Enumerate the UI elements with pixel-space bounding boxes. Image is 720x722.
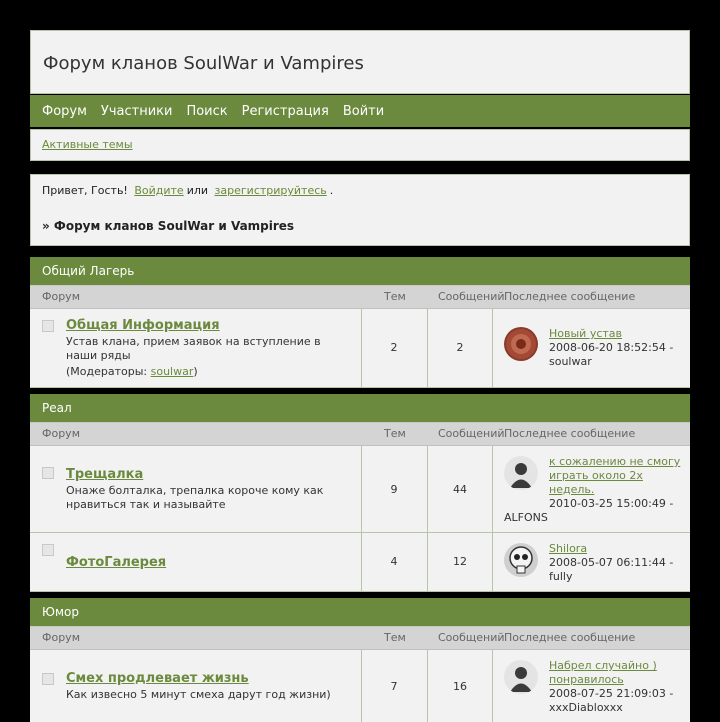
avatar [504, 543, 538, 577]
moderator-link[interactable]: soulwar [150, 365, 194, 378]
site-title: Форум кланов SoulWar и Vampires [43, 53, 364, 74]
forum-row [30, 446, 690, 533]
user-silhouette-icon [504, 456, 538, 490]
forum-moderators [66, 365, 198, 378]
forum-name[interactable]: Трещалка [66, 467, 144, 482]
avatar [504, 327, 538, 361]
user-silhouette-icon [504, 660, 538, 694]
last-post-link[interactable]: Shilora [549, 542, 588, 555]
greeting-text: Привет, Гость! [42, 184, 128, 197]
last-post-link[interactable]: Новый устав [549, 327, 623, 340]
main-nav [30, 95, 690, 127]
avatar [504, 456, 538, 490]
avatar [504, 660, 538, 694]
active-topics-link[interactable]: Активные темы [42, 138, 133, 151]
site-header [30, 30, 690, 94]
greeting-line [42, 184, 333, 197]
sub-nav [30, 129, 690, 161]
or-text: или [186, 184, 209, 197]
login-link[interactable]: Войдите [134, 184, 184, 197]
col-posts: Сообщений [438, 427, 505, 440]
mods-prefix: (Модераторы: [66, 365, 151, 378]
col-topics: Тем [384, 631, 406, 644]
forum-row [30, 309, 690, 388]
topics-count: 4 [390, 555, 398, 568]
category-title: Общий Лагерь [30, 257, 690, 285]
forum-name[interactable]: Общая Информация [66, 318, 220, 333]
forum-description: Устав клана, прием заявок на вступление в наши ряды [66, 335, 321, 362]
posts-count: 44 [453, 483, 467, 496]
last-post-date: 2008-06-20 18:52:54 - [549, 341, 674, 354]
nav-members[interactable]: Участники [100, 103, 173, 119]
welcome-box [30, 174, 690, 246]
category-block [30, 257, 690, 388]
period-text: . [329, 184, 334, 197]
category-title: Юмор [30, 598, 690, 626]
last-post-info [549, 327, 685, 369]
skull-avatar-icon [504, 543, 538, 577]
last-post-link[interactable]: Набрел случайно ) понравилось [549, 659, 657, 686]
last-post-info [549, 455, 685, 511]
last-post-author: fully [549, 570, 573, 583]
forum-status-icon [42, 320, 54, 332]
col-topics: Тем [384, 290, 406, 303]
category-block [30, 394, 690, 592]
posts-count: 2 [456, 341, 464, 354]
posts-count: 12 [453, 555, 467, 568]
last-post-date: 2008-07-25 21:09:03 - [549, 687, 674, 700]
last-post-info [549, 659, 685, 715]
mods-suffix: ) [193, 365, 198, 378]
col-forum: Форум [42, 427, 80, 440]
forum-status-icon [42, 544, 54, 556]
register-link[interactable]: зарегистрируйтесь [214, 184, 327, 197]
column-headers [30, 422, 690, 446]
category-title: Реал [30, 394, 690, 422]
column-headers [30, 626, 690, 650]
topics-count: 2 [390, 341, 398, 354]
col-topics: Тем [384, 427, 406, 440]
topics-count: 9 [390, 483, 398, 496]
col-forum: Форум [42, 631, 80, 644]
col-forum: Форум [42, 290, 80, 303]
last-post-date: 2008-05-07 06:11:44 - [549, 556, 674, 569]
forum-row [30, 650, 690, 722]
last-post-author: ALFONS [504, 511, 548, 524]
last-post-date: 2010-03-25 15:00:49 - [549, 497, 674, 510]
avatar-medallion-icon [504, 327, 538, 361]
posts-count: 16 [453, 680, 467, 693]
last-post-link[interactable]: к сожалению не смогу играть около 2х недель. [549, 455, 681, 496]
category-block [30, 598, 690, 722]
forum-description: Онаже болталка, трепалка короче кому как нравиться так и называйте [66, 484, 324, 511]
breadcrumb: » Форум кланов SoulWar и Vampires [42, 219, 295, 233]
forum-name[interactable]: Смех продлевает жизнь [66, 671, 249, 686]
forum-name[interactable]: ФотоГалерея [66, 555, 167, 570]
topics-count: 7 [390, 680, 398, 693]
column-headers [30, 285, 690, 309]
forum-status-icon [42, 673, 54, 685]
last-post-info [549, 542, 685, 584]
forum-status-icon [42, 467, 54, 479]
last-post-author: soulwar [549, 355, 592, 368]
col-last-post: Последнее сообщение [504, 290, 636, 303]
nav-search[interactable]: Поиск [186, 103, 228, 119]
nav-forum[interactable]: Форум [42, 103, 87, 119]
col-last-post: Последнее сообщение [504, 427, 636, 440]
col-last-post: Последнее сообщение [504, 631, 636, 644]
forum-description: Как извесно 5 минут смеха дарут год жизни) [66, 688, 331, 701]
nav-login[interactable]: Войти [342, 103, 385, 119]
last-post-author: xxxDiabloxxx [549, 701, 623, 714]
forum-row [30, 533, 690, 592]
nav-register[interactable]: Регистрация [241, 103, 329, 119]
col-posts: Сообщений [438, 631, 505, 644]
col-posts: Сообщений [438, 290, 505, 303]
